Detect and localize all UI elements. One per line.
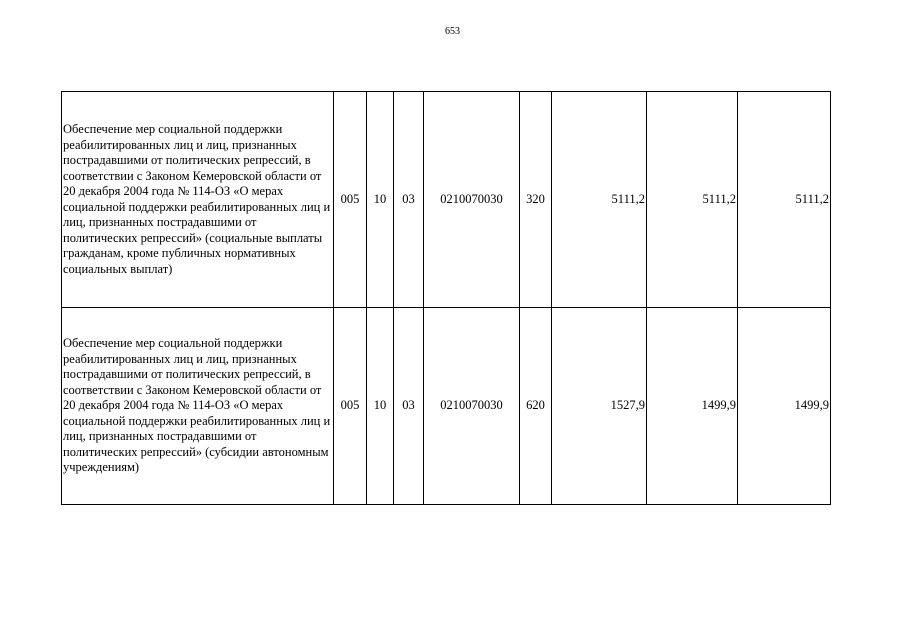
amount-cell: 1527,9 bbox=[552, 308, 647, 505]
ministry-code: 005 bbox=[334, 92, 367, 308]
row-description: Обеспечение мер социальной поддержки реабилитированных лиц и лиц, признанных пострадавшими от политических репрессий, в соответствии с Законом Кемеровской области от 20 декабря 2004 года № 114-ОЗ «О мерах социальной поддержки реабилитированных лиц и лиц, признанных пострадавшими от политических репрессий» (социальные выплаты гражданам, кроме публичных нормативных социальных выплат) bbox=[62, 92, 334, 308]
ministry-code: 005 bbox=[334, 308, 367, 505]
expense-type-code: 620 bbox=[520, 308, 552, 505]
amount-cell: 5111,2 bbox=[552, 92, 647, 308]
amount-cell: 5111,2 bbox=[647, 92, 738, 308]
amount-cell: 5111,2 bbox=[738, 92, 831, 308]
table-row bbox=[62, 308, 831, 505]
amount-cell: 1499,9 bbox=[738, 308, 831, 505]
budget-table bbox=[61, 91, 831, 505]
target-article-code: 0210070030 bbox=[424, 308, 520, 505]
section-code: 10 bbox=[367, 308, 394, 505]
target-article-code: 0210070030 bbox=[424, 92, 520, 308]
section-code: 10 bbox=[367, 92, 394, 308]
table-row bbox=[62, 92, 831, 308]
subsection-code: 03 bbox=[394, 92, 424, 308]
row-description: Обеспечение мер социальной поддержки реабилитированных лиц и лиц, признанных пострадавшими от политических репрессий, в соответствии с Законом Кемеровской области от 20 декабря 2004 года № 114-ОЗ «О мерах социальной поддержки реабилитированных лиц и лиц, признанных пострадавшими от политических репрессий» (субсидии автономным учреждениям) bbox=[62, 308, 334, 505]
expense-type-code: 320 bbox=[520, 92, 552, 308]
subsection-code: 03 bbox=[394, 308, 424, 505]
page-number: 653 bbox=[445, 26, 460, 37]
amount-cell: 1499,9 bbox=[647, 308, 738, 505]
